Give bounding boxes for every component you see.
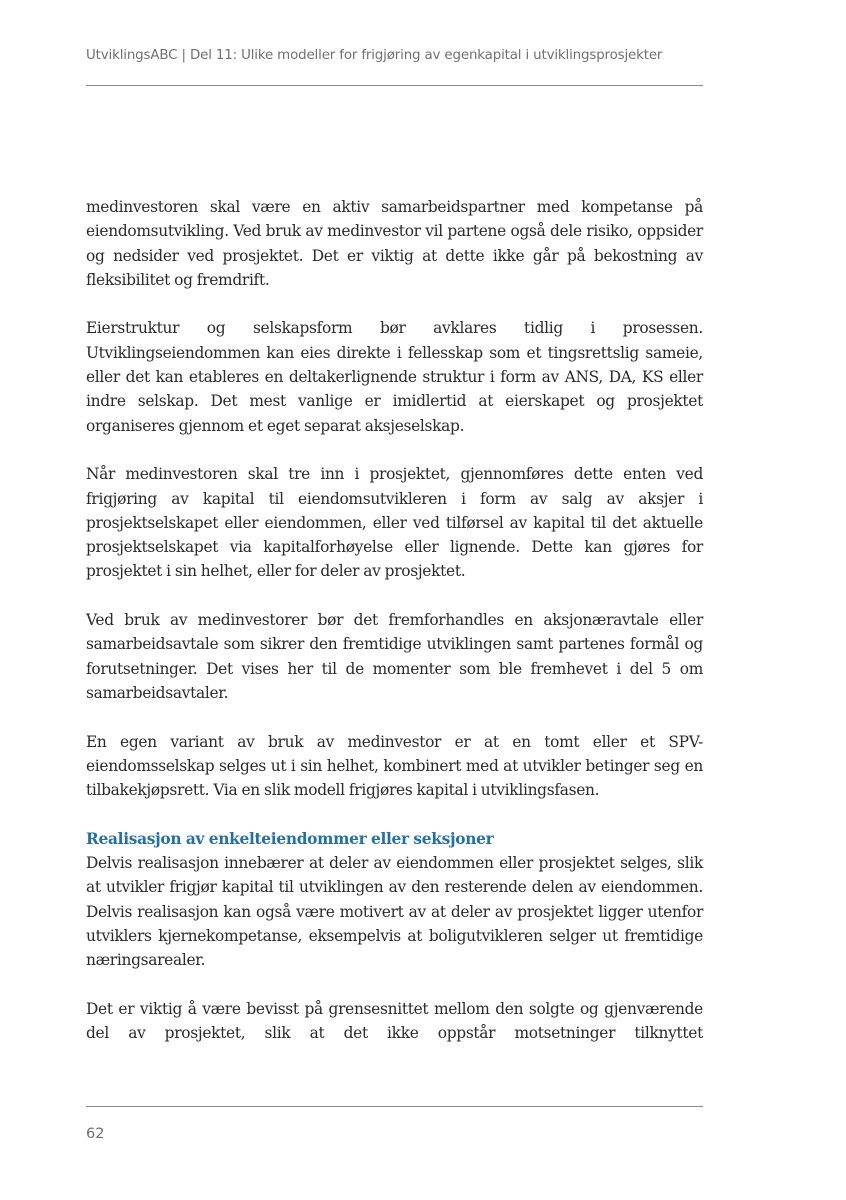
body-paragraph: medinvestoren skal være en aktiv samarbeidspartner med kompetanse på eiendomsutvikling. Ved bruk av medinvestor vil partene også dele risiko, oppsider og nedsider ved prosjektet. Det er viktig at dette ikke går på bekostning av fleksibilitet og fremdrift. — [86, 198, 703, 289]
body-paragraph: Når medinvestoren skal tre inn i prosjektet, gjennomføres dette enten ved frigjøring av kapital til eiendomsutvikleren i form av salg av aksjer i prosjektselskapet eller eiendommen, eller ved tilførsel av kapital til det aktuelle prosjektselskapet via kapitalforhøyelse eller lignende. Dette kan gjøres for prosjektet i sin helhet, eller for deler av prosjektet. — [86, 465, 703, 581]
body-paragraph: Delvis realisasjon innebærer at deler av eiendommen eller prosjektet selges, slik at utvikler frigjør kapital til utviklingen av den resterende delen av eiendommen. Delvis realisasjon kan også være motivert av at deler av prosjektet ligger utenfor utviklers kjernekompetanse, eksempelvis at boligutvikleren selger ut fremtidige næringsarealer. — [86, 854, 703, 970]
running-header: UtviklingsABC | Del 11: Ulike modeller for frigjøring av egenkapital i utviklingsprosjekter — [86, 48, 663, 63]
body-paragraph: En egen variant av bruk av medinvestor er at en tomt eller et SPV-eiendomsselskap selges ut i sin helhet, kombinert med at utvikler betinger seg en tilbakekjøpsrett. Via en slik modell frigjøres kapital i utviklingsfasen. — [86, 732, 703, 800]
footer-divider — [86, 1106, 703, 1107]
body-paragraph: Eierstruktur og selskapsform bør avklares tidlig i prosessen. Utviklingseiendommen kan eies direkte i fellesskap som et tingsrettslig sameie, eller det kan etableres en deltakerlignende struktur i form av ANS, DA, KS eller indre selskap. Det mest vanlige er imidlertid at eierskapet og prosjektet organiseres gjennom et eget separat aksjeselskap. — [86, 319, 703, 435]
header-divider — [86, 85, 703, 86]
body-paragraph: Det er viktig å være bevisst på grensesnittet mellom den solgte og gjenværende del av prosjektet, slik at det ikke oppstår motsetninger tilknyttet — [86, 999, 703, 1043]
section-heading: Realisasjon av enkelteiendommer eller seksjoner — [86, 829, 494, 848]
page-body — [86, 195, 703, 1045]
body-paragraph: Ved bruk av medinvestorer bør det fremforhandles en aksjonæravtale eller samarbeidsavtale som sikrer den fremtidige utviklingen samt partenes formål og forutsetninger. Det vises her til de momenter som ble fremhevet i del 5 om samarbeidsavtaler. — [86, 611, 703, 702]
page-number: 62 — [86, 1126, 105, 1142]
